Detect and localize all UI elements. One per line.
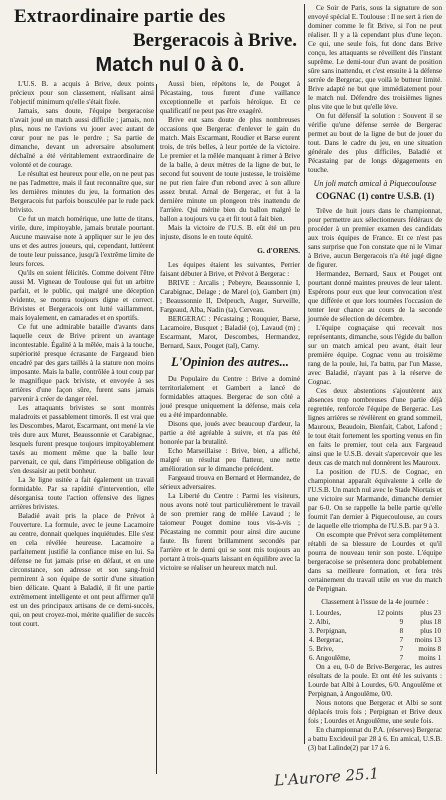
paragraph: L'équipe cognaçaise qui recevait nos représentants, dimanche, sous l'égide du ballon sur un match amical peu avant, était leur première équipe. Cognac venu au troisième rang de la poule, lui, l'a battu, par l'un Masse, avec Baladié, n'ayant pas à la réserve de Cognac. (308, 323, 442, 386)
match-title: COGNAC (1) contre U.S.B. (1) (315, 191, 435, 202)
paragraph: Les attaquants brivistes se sont montrés maladroits et passablement timorés. Il est vrai que les Descombes, Marot, Escarmant, ont mené la vie très dure aux Muret, Beaussonnie et Carabignac, lesquels furent presque toujours impitoyablement taxés au moment même que la balle leur parvenait, ce qui, dans l'impérieuse obligation de s'en dessaisir au petit bonheur. (10, 404, 154, 475)
paragraph: Disons que, joués avec beaucoup d'ardeur, la partie a été agréable à suivre, et n'a pas été honorée par la brutalité. (160, 420, 300, 447)
table-row (308, 609, 442, 618)
paragraph: Mais la victoire de l'U.S. B. eût été un peu injuste, disons le en toute équité. (160, 224, 300, 241)
headline-score: Match nul 0 à 0. (95, 54, 245, 76)
standings-team: 3. Perpignan, (309, 626, 347, 635)
paragraph: Qu'ils en soient félicités. Comme doivent l'être aussi M. Vigneau de Toulouse qui fut un arbitre parfait, et le public, qui malgré une déception évidente, se montra toujours digne et correct. Brivistes et Bergeracois ont lutté vaillamment, mais loyalement, en camarades et en sportifs. (10, 269, 154, 322)
standings-diff: moins 1 (418, 653, 441, 662)
paragraph: Le résultat est heureux pour elle, on ne peut pas ne pas l'admettre, mais il faut reconnaître que, sur les dernières minutes du jeu, la formation des Bergeracois fut parfois bousculée par le rude pack brivisto. (10, 170, 154, 214)
standings-diff: moins 13 (414, 635, 441, 644)
paragraph: Brive eut sans doute de plus nombreuses occasions que Bergerac d'enlever le gain du match. Mais Escarmant, Roudier et Barse eurent trois, de très belles, à leur portée de la victoire. Le premier et la mêlée manquant à rimer à Brive de la balle, à deux mètres de la ligne de but, le second fut souvent de toute justesse, le troisième ne put rien faire d'un rebond avec à son allure assez brutal. Arnal de Bergerac, et fut à la dernière minute un plongeon très inattendu de l'arrière. Qui mérite bien du ballon malgré le ballon a toujours vu ça et fit tout à fait bien. (160, 116, 300, 223)
subheading: Un joli match amical à Piquecoulouse (313, 179, 437, 188)
author-signature: G. d'ORENS. (257, 246, 300, 255)
paragraph: L'U.S. B. a acquis à Brive, deux points précieux pour son classement, réalisant ainsi l'objectif minimum qu'elle s'était fixée. (10, 80, 154, 106)
column-divider-1 (156, 84, 157, 774)
standings-team: 5. Brive, (309, 644, 334, 653)
standings-points: 7 (399, 653, 404, 662)
standings-points: 9 (399, 617, 404, 626)
standings-diff: moins 8 (418, 644, 441, 653)
standings-diff: plus 23 (420, 608, 441, 617)
article-column-3 (308, 4, 442, 752)
table-row (308, 654, 442, 663)
paragraph: La position de l'U.S. de Cognac, en championnat apparaît équivalente à celle de l'U.S.B. Un match nul avec le Stade Niortais et une victoire sur Marmande, dimanche dernier par 6-0. On se rappelle la belle partie qu'elle fournit l'an dernier à Piquecoulouse, au cours de laquelle elle triompha de l'U.S.B. par 9 à 3. (308, 467, 442, 530)
paragraph: La 3e ligne usitée a fait également un travail formidable. Par sa rapidité d'intervention, elle désorganisa toute l'action offensive des lignes arrières brivistes. (10, 476, 154, 511)
table-row (308, 636, 442, 645)
opinion-heading: L'Opinion des autres... (171, 355, 289, 370)
team-lineup-brive: BRIVE : Arcalis ; Pebeyre, Beaussonnie I, Carabignac, Delage ; de Marel (o), Gambert (m) ; Beaussonnie II, Delpeuch, Auger, Surveille, Fargeaud, Alba, Nadin (ta), Cerveau. (160, 279, 300, 315)
table-row (308, 618, 442, 627)
standings-diff: plus 10 (420, 626, 441, 635)
paragraph: On a eu, 0-0 de Brive-Bergerac, les autres résultats de la poule. Et ont été les suivants : Lourde bat Albi à Lourdes, 6/0. Angoulême et Perpignan, à Angoulême, 0/0. (308, 662, 442, 698)
paragraph: Ce fut une admirable bataille d'avants dans laquelle ceux de Brive prirent un avantage incontestable. Égalité à la mêlée, mais à la touche, supériorité presque écrasante de Fargeaud bien encadré par des gars taillés à la stature non moins imposante. Mais la balle, contrôlée à tout coup par le magnifique pack briviste, et envoyée à ses arrières d'une façon sûre, furent sans jamais parvenir à créer de danger réel. (10, 323, 154, 403)
table-row (308, 645, 442, 654)
standings-title: Classement à l'issue de la 4e journée : (321, 597, 429, 606)
paragraph: Echo Marseillaise : Brive, bien, a affiché, malgré un résultat peu flatteur, une nette amélioration sur le dimanche précédent. (160, 447, 300, 474)
paragraph: Jamais, sans doute, l'équipe bergeracoise n'avait joué un match aussi difficile ; jamais, non plus, nous ne l'avions vu jouer avec autant de cœur pour ne pas le perdre ; Sa partie de dimanche, devant un adversaire absolument déchaîné a été véritablement extraordinaire de volonté et de courage. (10, 107, 154, 169)
paragraph: On escompte que Prévot sera complètement rétabli de sa blessure de Lourdes et qu'il pourra de nouveau tenir son poste. L'équipe bergeracoise se présentera donc probablement dans sa meilleure formation, et fera très certainement du travail utile en vue du match de Perpignan. (308, 530, 442, 593)
standings-team: 6. Angoulême, (309, 653, 351, 662)
standings-points: 8 (399, 626, 404, 635)
paragraph: Trêve de huit jours dans le championnat, pour permettre aux sélectionneurs fédéraux de procéder à un premier examen des candidats aux trois équipes de France. Et ce n'est pas sans surprise que l'on constate que ni le Vimar à Brive, aucun Bergeracois n'a été jugé digne de figurer. (308, 206, 442, 269)
paragraph: Ce fut un match homérique, une lutte de titans, virile, dure, impitoyable, jamais brutale pourtant. Aucune mauvaise note à appliquer sur le jeu des uns et des autres joueurs, qui, cependant, luttèrent de toute leur puissance, jusqu'à l'extrême limite de leurs forces. (10, 215, 154, 268)
paragraph: Hermandez, Bernard, Saux et Pouget ont pourtant donné maintes preuves de leur talent. Espérons pour eux que leur convocation n'est que différée et que lors tournées l'occasion de tenter leur chance au cours de la seconde journée de sélection de décembre. (308, 269, 442, 323)
standings-points: 7 (399, 644, 404, 653)
paragraph: Les équipes étaient les suivantes, Perrier faisant débuter à Brive, et Prévot à Bergerac : (160, 261, 300, 279)
standings-team: 2. Albi, (309, 617, 331, 626)
standings-points: 7 (399, 635, 404, 644)
paragraph: En championnat du P.A. (réserves) Bergerac a battu Excideuil par 28 à 6. En amical, U.S.B.(3) bat Lalinde(2) par 17 à 6. (308, 725, 442, 752)
article-column-2 (160, 80, 300, 720)
team-lineup-bergerac: BERGERAC : Pécastaing ; Rouquier, Barse, Lacamoire, Busquet ; Baladié (o), Lavaud (m) ; Escarmant, Marot, Descombes, Hermandez, Bernard, Saux, Pouget (tal), Camy. (160, 315, 300, 351)
paragraph: Fargeaud trouva en Bernard et Hermandez, de sérieux adversaires. (160, 474, 300, 492)
standings-points: 12 points (376, 608, 404, 617)
article-column-1 (10, 80, 154, 776)
paragraph: Baladié avait pris la place de Prévot à l'ouverture. La formule, avec le jeune Lacamoire au centre, donnait quelques inquiétudes. Elle s'est en cela révélée heureuse. Lacamoire a parfaitement justifié la confiance mise en lui. Sa défense ne fut jamais prise en défaut, et en une circonstance, son adresse et son sang-froid permirent à son équipe de sortir d'une situation bien délicate. Quant à Baladié, il fit une partie extrêmement intelligente et ont peut affirmer qu'il est un des principaux artisans de ce demi-succès, qui, on peut croyez-moi, mérite qualifier de succès tout court. (10, 512, 154, 628)
standings-team: 1. Lourdes, (309, 608, 342, 617)
standings-team: 4. Bergerac, (309, 635, 344, 644)
paragraph: Ce Soir de Paris, sous la signature de son envoyé spécial E. Toulouse : Il ne sert à rien de dominer comme le fit Brive, si l'on ne peut réaliser. Il y a là cependant plus d'une leçon. Ce qui, une seule fois, fut donc dans Brive conçu, les attaquants se réveillent dès l'instant suprême. Le demi-tour d'un avant de position sûre sans inattendu, et c'est ensuite à la défense serrée de Bergerac, que voilà le butteur limité. Brive adapté ne but que immédiatement pour le match nul. Défendre des troisièmes lignes plus vite que le but qu'elle lève. (308, 4, 442, 111)
paragraph: Nous notons que Bergerac et Albi se sont déplacés trois fois ; Perpignan et Brive deux fois ; Lourdes et Angoulême, une seule fois. (308, 698, 442, 725)
paragraph: Ces deux abstentions s'ajoutèrent aux absences trop nombreuses d'une partie déjà regrettée, renforcée l'équipe de Bergerac. Les lignes arrières se révélèrent en grand sommeil, Mauroux, Beaudoin, Bienfait, Cabot, Lafond ; le tout était fortement les sporting venus en fin en faits le premier, tout cela aux Fargeaud ainsi que le U.S.B. devait s'apercevoir que les deux cas de match nul donnèrent les Mauroux. (308, 386, 442, 467)
paragraph: On fut défensif la solution : Souvent il se vérifie qu'une défense serrée de Bergerac permet au bout de la ligne de but de jouer du tout. Dans le cadre du jeu, en une situation générale des plus difficiles, Baladié et Pécastaing par de longs dégagements en touche. (308, 112, 442, 174)
standings-table (308, 609, 442, 663)
standings-diff: plus 18 (420, 617, 441, 626)
column-divider-2 (304, 4, 305, 744)
headline-line-1: Extraordinaire partie des (14, 6, 226, 27)
headline-line-2: Bergeracois à Brive. (132, 30, 298, 51)
handwritten-annotation: L'Aurore 25.1 (273, 764, 380, 790)
paragraph: Du Populaire du Centre : Brive a dominé territorialement et Gambert a lancé de formidables attaques. Bergerac de son côté a joué presque uniquement la défense, mais cela eu a été impardonnable. (160, 375, 300, 420)
paragraph: Aussi bien, répétons le, de Pouget à Pécastaing, tous furent d'une vaillance exceptionnelle et parfois héroïque. Et ce qualificatif ne peut pas être exagéré. (160, 80, 300, 115)
table-row (308, 627, 442, 636)
paragraph: La Liberté du Centre : Parmi les visiteurs, nous avons noté tout particulièrement le travail de son premier rang de mêlée Lavaud ; le taiomeur Pouget domine tous vis-à-vis ; Pécastaing ne commit pour ainsi dire aucune faute. Ils furent brillamment secondés par l'arrière et le demi qui se sont mis toujours au portant à trois-quarts laissant en équilibre avec la victoire se réaliser un heureux match nul. (160, 492, 300, 573)
